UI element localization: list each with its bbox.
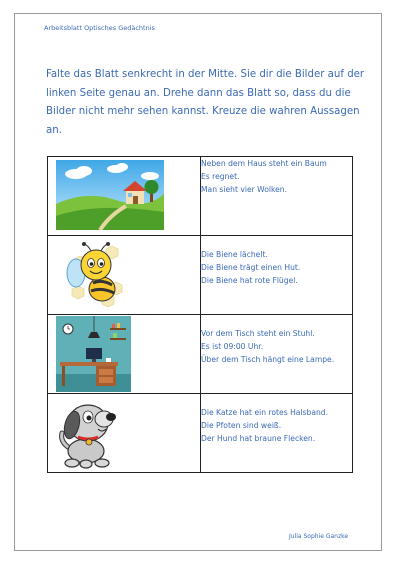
statement: Es regnet. <box>201 172 240 182</box>
picture-cell <box>48 394 201 473</box>
picture-cell <box>48 236 201 315</box>
statement: Die Biene hat rote Flügel. <box>201 276 298 286</box>
statements-cell <box>201 315 353 394</box>
statement: Vor dem Tisch steht ein Stuhl. <box>201 329 315 338</box>
author-credit: Julia Sophie Ganzke <box>289 533 349 540</box>
table-row <box>48 394 353 473</box>
statement: Die Biene lächelt. <box>201 250 268 259</box>
worksheet-header: Arbeitsblatt Optisches Gedächtnis <box>44 24 155 32</box>
statement: Die Pfoten sind weiß. <box>201 421 282 431</box>
instructions-text: Falte das Blatt senkrecht in der Mitte. Sie dir die Bilder auf der linken Seite genau an. Drehe dann das Blatt so, dass du die Bilder nicht mehr sehen kannst. Kreuze die wahren Aussagen an. <box>46 69 365 136</box>
picture-cell <box>48 157 201 236</box>
statements-cell <box>201 236 353 315</box>
worksheet-table <box>47 156 353 473</box>
dog-icon <box>58 397 130 471</box>
table-row <box>48 157 353 236</box>
statement: Der Hund hat braune Flecken. <box>201 434 316 444</box>
statement: Neben dem Haus steht ein Baum <box>201 159 327 168</box>
landscape-house-icon <box>56 160 164 230</box>
picture-cell <box>48 315 201 394</box>
table-row <box>48 236 353 315</box>
statement: Es ist 09:00 Uhr. <box>201 342 264 352</box>
desk-room-icon <box>56 316 131 392</box>
statement: Die Katze hat ein rotes Halsband. <box>201 408 329 417</box>
statement: Die Biene trägt einen Hut. <box>201 263 301 273</box>
statement: Man sieht vier Wolken. <box>201 185 288 195</box>
bee-icon <box>66 239 126 309</box>
statements-cell <box>201 157 353 236</box>
statement: Über dem Tisch hängt eine Lampe. <box>201 355 335 365</box>
statements-cell <box>201 394 353 473</box>
table-row <box>48 315 353 394</box>
